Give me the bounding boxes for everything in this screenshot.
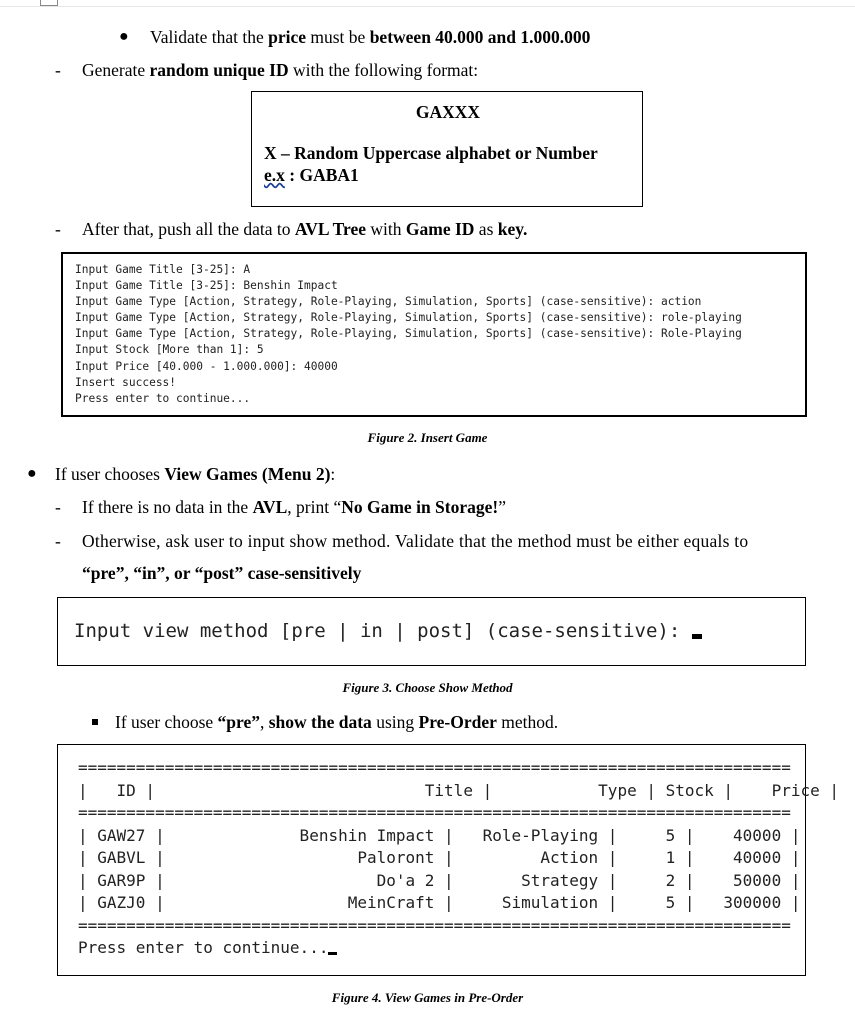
table-row: | GAR9P | Do'a 2 | Strategy | 2 | 50000 |	[78, 870, 801, 890]
id-format-example: e.x : GABA1	[264, 165, 359, 185]
console-line: Input Game Type [Action, Strategy, Role-Playing, Simulation, Sports] (case-sensitive): action	[75, 295, 702, 309]
dash-marker: -	[55, 219, 61, 239]
console-line: Input Game Type [Action, Strategy, Role-Playing, Simulation, Sports] (case-sensitive): Role-Playing	[75, 327, 742, 341]
id-format-legend: X – Random Uppercase alphabet or Number	[264, 143, 598, 163]
console-line: Insert success!	[75, 375, 177, 389]
bullet-dot: ●	[119, 28, 129, 45]
view-games-line: If user chooses View Games (Menu 2):	[55, 464, 336, 484]
table-header-row: | ID | Title | Type | Stock | Price |	[78, 780, 839, 800]
text-cursor	[692, 634, 702, 639]
table-row: | GAZJ0 | MeinCraft | Simulation | 5 | 300000 |	[78, 893, 801, 912]
table-separator: ==========================================================================	[78, 803, 791, 822]
figure4-caption: Figure 4. View Games in Pre-Order	[331, 990, 524, 1005]
figure2-caption: Figure 2. Insert Game	[367, 430, 488, 445]
preorder-console	[57, 744, 839, 976]
no-data-line: If there is no data in the AVL, print “No Game in Storage!”	[82, 497, 507, 517]
validate-price-line: Validate that the price must be between 40.000 and 1.000.000	[150, 27, 591, 47]
insert-game-console	[61, 252, 807, 417]
table-row: | GAW27 | Benshin Impact | Role-Playing | 5 | 40000 |	[78, 825, 801, 845]
top-edge	[0, 0, 855, 7]
pre-choice-line: If user choose “pre”, show the data using Pre-Order method.	[115, 712, 559, 732]
table-separator: ==========================================================================	[78, 758, 791, 777]
show-method-prompt: Input view method [pre | in | post] (case-sensitive):	[74, 620, 702, 642]
table-separator: ==========================================================================	[78, 915, 791, 935]
top-checkbox-fragment	[40, 0, 58, 6]
dash-marker: -	[55, 497, 61, 517]
console-line: Input Game Title [3-25]: Benshin Impact	[75, 279, 338, 293]
generate-id-line: Generate random unique ID with the following format:	[82, 60, 479, 80]
id-format-text: GAXXX	[415, 102, 481, 122]
table-row: | GABVL | Paloront | Action | 1 | 40000 |	[78, 848, 801, 867]
preorder-table	[78, 757, 839, 960]
insert-console-lines	[75, 262, 805, 407]
bullet-dot: ●	[27, 465, 37, 482]
press-enter-prompt: Press enter to continue...	[78, 937, 839, 960]
dash-marker: -	[55, 60, 61, 80]
figure3-caption: Figure 3. Choose Show Method	[342, 680, 513, 695]
otherwise-line-1: Otherwise, ask user to input show method. Validate that the method must be either equals to	[82, 531, 749, 551]
console-line: Input Game Type [Action, Strategy, Role-Playing, Simulation, Sports] (case-sensitive): role-playing	[75, 311, 742, 325]
console-line: Input Price [40.000 - 1.000.000]: 40000	[75, 359, 338, 373]
otherwise-line-2: “pre”, “in”, or “post” case-sensitively	[82, 563, 362, 583]
console-line: Press enter to continue...	[75, 391, 251, 405]
show-method-console	[57, 597, 806, 666]
console-line: Input Stock [More than 1]: 5	[75, 343, 264, 357]
square-bullet	[92, 719, 98, 725]
dash-marker: -	[55, 531, 61, 551]
id-format-box	[251, 91, 643, 207]
text-cursor	[328, 952, 337, 955]
avl-push-line: After that, push all the data to AVL Tree with Game ID as key.	[82, 219, 528, 239]
console-line: Input Game Title [3-25]: A	[75, 263, 251, 276]
